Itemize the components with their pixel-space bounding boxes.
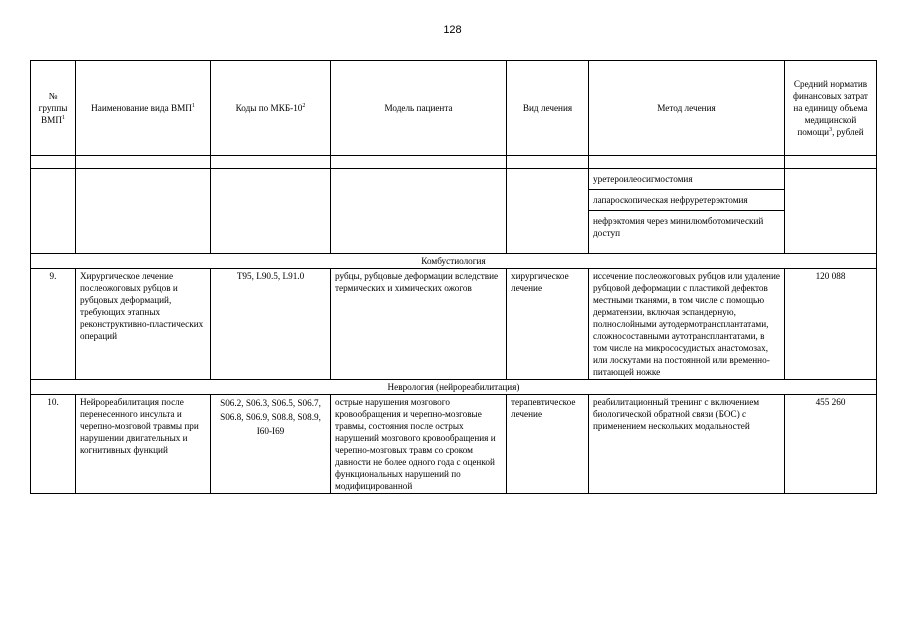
table-row	[31, 395, 877, 494]
section-title: Неврология (нейрореабилитация)	[31, 380, 877, 395]
cost-value: 120 088	[785, 269, 877, 380]
empty-cell	[785, 156, 877, 169]
empty-cell	[211, 156, 331, 169]
icd-codes: S06.2, S06.3, S06.5, S06.7, S06.8, S06.9, S08.8, S08.9, I60-I69	[211, 395, 331, 494]
treatment-type: хирургическое лечение	[507, 269, 589, 380]
method-item: лапароскопическая нефруретерэктомия	[589, 190, 784, 211]
empty-cell	[331, 156, 507, 169]
method-list	[589, 169, 785, 254]
col-header-group: № группы ВМП$^1$	[31, 61, 76, 156]
empty-cell	[31, 169, 76, 254]
icd-codes: T95, L90.5, L91.0	[211, 269, 331, 380]
vmp-name: Хирургическое лечение послеожоговых рубцов и рубцовых деформаций, требующих этапных реконструктивно-пластических операций	[76, 269, 211, 380]
treatment-method: иссечение послеожоговых рубцов или удаление рубцовой деформации с пластикой дефектов местными тканями, в том числе с помощью дерматензии, включая эспандерную, полнослойными аутодермотрансплантатами, сложносоставными аутотрансплантатами, в том числе на микрососудистых анастомозах, или лоскутами на постоянной или временно-питающей ножке	[589, 269, 785, 380]
section-title: Комбустиология	[31, 254, 877, 269]
empty-cell	[507, 169, 589, 254]
group-number: 9.	[31, 269, 76, 380]
section-header-row	[31, 254, 877, 269]
patient-model: острые нарушения мозгового кровообращения и черепно-мозговые травмы, состояния после острых нарушений мозгового кровообращения и черепно-мозговых травм со сроком давности не более одного года с оценкой функциональных нарушений по модифицированной	[331, 395, 507, 494]
empty-cell	[331, 169, 507, 254]
col-header-codes: Коды по МКБ-$10^2$	[211, 61, 331, 156]
empty-cell	[76, 169, 211, 254]
table-row	[31, 269, 877, 380]
treatment-method: реабилитационный тренинг с включением биологической обратной связи (БОС) с применением нескольких модальностей	[589, 395, 785, 494]
section-header-row	[31, 380, 877, 395]
vmp-name: Нейрореабилитация после перенесенного инсульта и черепно-мозговой травмы при нарушении двигательных и когнитивных функций	[76, 395, 211, 494]
continuation-row	[31, 169, 877, 254]
empty-cell	[589, 156, 785, 169]
col-header-name: Наименование вида ВМП$^1$	[76, 61, 211, 156]
method-item: уретероилеосигмостомия	[589, 169, 784, 190]
col-header-treatment: Вид лечения	[507, 61, 589, 156]
empty-cell	[211, 169, 331, 254]
empty-cell	[76, 156, 211, 169]
patient-model: рубцы, рубцовые деформации вследствие термических и химических ожогов	[331, 269, 507, 380]
cost-value: 455 260	[785, 395, 877, 494]
page-number: 128	[443, 24, 462, 36]
vmp-table	[30, 60, 877, 494]
col-header-cost: Средний норматив финансовых затрат на единицу объема медицинской помощи$^3$, рублей	[785, 61, 877, 156]
empty-cell	[31, 156, 76, 169]
empty-cell	[785, 169, 877, 254]
group-number: 10.	[31, 395, 76, 494]
method-item: нефрэктомия через минилюмботомический доступ	[593, 216, 764, 238]
empty-cell	[507, 156, 589, 169]
col-header-patient: Модель пациента	[331, 61, 507, 156]
treatment-type: терапевтическое лечение	[507, 395, 589, 494]
col-header-method: Метод лечения	[589, 61, 785, 156]
